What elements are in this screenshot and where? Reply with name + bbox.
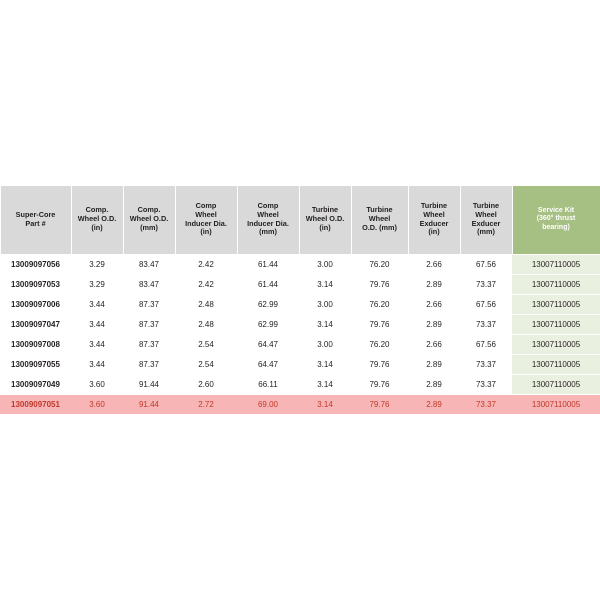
cell-service-kit: 13007110005: [512, 354, 600, 374]
cell-value: 73.37: [460, 314, 512, 334]
cell-value: 2.72: [175, 394, 237, 414]
cell-value: 67.56: [460, 334, 512, 354]
table-header: [0, 186, 600, 255]
column-header-line: bearing): [542, 223, 570, 231]
column-header-line: (mm): [259, 227, 277, 237]
cell-service-kit: 13007110005: [512, 394, 600, 414]
column-header-line: Comp: [257, 200, 279, 210]
cell-part-number: 13009097047: [0, 314, 71, 334]
cell-service-kit: 13007110005: [512, 334, 600, 354]
cell-value: 3.14: [299, 314, 351, 334]
column-header-line: Wheel: [257, 209, 279, 219]
column-header-1: [71, 186, 123, 255]
cell-value: 3.00: [299, 334, 351, 354]
cell-value: 91.44: [123, 374, 175, 394]
cell-value: 64.47: [237, 354, 299, 374]
cell-value: 2.48: [175, 314, 237, 334]
column-header-line: Turbine: [420, 200, 448, 210]
column-header-line: Inducer Dia.: [185, 218, 227, 228]
column-header-line: Wheel: [368, 214, 391, 224]
cell-value: 2.42: [175, 274, 237, 294]
cell-value: 2.66: [408, 294, 460, 314]
cell-value: 66.11: [237, 374, 299, 394]
cell-value: 2.54: [175, 334, 237, 354]
column-header-line: Wheel: [195, 209, 217, 219]
column-header-9: [512, 186, 600, 255]
cell-value: 2.89: [408, 314, 460, 334]
table-row: [0, 374, 600, 394]
column-header-line: O.D. (mm): [362, 222, 397, 232]
cell-value: 83.47: [123, 274, 175, 294]
table-row: [0, 394, 600, 414]
cell-value: 62.99: [237, 314, 299, 334]
cell-value: 3.00: [299, 294, 351, 314]
cell-value: 2.66: [408, 334, 460, 354]
column-header-line: Exducer: [419, 218, 449, 228]
cell-value: 73.37: [460, 274, 512, 294]
table-row: [0, 354, 600, 374]
cell-value: 67.56: [460, 254, 512, 274]
column-header-4: [237, 186, 299, 255]
cell-service-kit: 13007110005: [512, 314, 600, 334]
cell-value: 76.20: [351, 254, 408, 274]
column-header-line: (in): [319, 222, 331, 232]
cell-value: 2.89: [408, 354, 460, 374]
cell-service-kit: 13007110005: [512, 274, 600, 294]
cell-value: 3.14: [299, 274, 351, 294]
table-header-row: [0, 186, 600, 255]
column-header-2: [123, 186, 175, 255]
cell-value: 3.60: [71, 374, 123, 394]
column-header-line: Turbine: [366, 205, 393, 215]
cell-value: 2.89: [408, 374, 460, 394]
cell-value: 79.76: [351, 274, 408, 294]
cell-part-number: 13009097006: [0, 294, 71, 314]
column-header-line: (in): [428, 227, 440, 237]
column-header-line: Wheel: [475, 209, 497, 219]
cell-value: 73.37: [460, 394, 512, 414]
column-header-line: Service Kit: [537, 206, 575, 214]
cell-value: 73.37: [460, 374, 512, 394]
column-header-3: [175, 186, 237, 255]
table-row: [0, 314, 600, 334]
cell-value: 3.44: [71, 354, 123, 374]
cell-service-kit: 13007110005: [512, 374, 600, 394]
cell-value: 79.76: [351, 374, 408, 394]
cell-value: 3.14: [299, 394, 351, 414]
cell-value: 3.44: [71, 294, 123, 314]
cell-value: 3.00: [299, 254, 351, 274]
cell-value: 2.48: [175, 294, 237, 314]
cell-value: 73.37: [460, 354, 512, 374]
column-header-line: Inducer Dia.: [247, 218, 289, 228]
column-header-6: [351, 186, 408, 255]
column-header-line: Super-Core: [15, 209, 56, 219]
cell-value: 3.60: [71, 394, 123, 414]
column-header-5: [299, 186, 351, 255]
cell-value: 87.37: [123, 294, 175, 314]
cell-part-number: 13009097055: [0, 354, 71, 374]
column-header-line: Comp.: [137, 205, 161, 215]
column-header-line: (mm): [477, 227, 495, 237]
cell-value: 76.20: [351, 334, 408, 354]
table-row: [0, 334, 600, 354]
cell-value: 83.47: [123, 254, 175, 274]
cell-part-number: 13009097008: [0, 334, 71, 354]
column-header-line: Wheel: [423, 209, 445, 219]
cell-part-number: 13009097056: [0, 254, 71, 274]
column-header-line: Wheel O.D.: [77, 214, 117, 224]
cell-service-kit: 13007110005: [512, 294, 600, 314]
cell-value: 87.37: [123, 354, 175, 374]
cell-value: 2.54: [175, 354, 237, 374]
cell-value: 2.89: [408, 394, 460, 414]
column-header-line: Comp: [195, 200, 217, 210]
column-header-8: [460, 186, 512, 255]
column-header-0: [0, 186, 71, 255]
cell-part-number: 13009097049: [0, 374, 71, 394]
column-header-line: (in): [200, 227, 212, 237]
cell-value: 3.29: [71, 254, 123, 274]
cell-value: 2.66: [408, 254, 460, 274]
cell-value: 67.56: [460, 294, 512, 314]
cell-value: 3.44: [71, 314, 123, 334]
cell-value: 79.76: [351, 354, 408, 374]
cell-value: 91.44: [123, 394, 175, 414]
column-header-line: Part #: [25, 218, 46, 228]
cell-value: 3.44: [71, 334, 123, 354]
column-header-line: Comp.: [85, 205, 109, 215]
table-body: [0, 254, 600, 414]
spec-table: [0, 186, 600, 415]
cell-value: 79.76: [351, 314, 408, 334]
column-header-line: (mm): [140, 222, 158, 232]
cell-value: 2.60: [175, 374, 237, 394]
column-header-line: (in): [91, 222, 103, 232]
cell-value: 87.37: [123, 314, 175, 334]
column-header-7: [408, 186, 460, 255]
table-row: [0, 254, 600, 274]
cell-value: 69.00: [237, 394, 299, 414]
cell-part-number: 13009097051: [0, 394, 71, 414]
column-header-line: (360° thrust: [536, 215, 576, 223]
cell-value: 3.14: [299, 354, 351, 374]
column-header-line: Wheel O.D.: [129, 214, 169, 224]
cell-part-number: 13009097053: [0, 274, 71, 294]
cell-value: 3.14: [299, 374, 351, 394]
column-header-line: Turbine: [311, 205, 339, 215]
table-row: [0, 294, 600, 314]
column-header-line: Exducer: [471, 218, 501, 228]
cell-value: 3.29: [71, 274, 123, 294]
cell-value: 76.20: [351, 294, 408, 314]
cell-value: 2.42: [175, 254, 237, 274]
cell-value: 2.89: [408, 274, 460, 294]
cell-value: 62.99: [237, 294, 299, 314]
cell-value: 87.37: [123, 334, 175, 354]
cell-value: 61.44: [237, 274, 299, 294]
column-header-line: Turbine: [472, 200, 500, 210]
cell-value: 79.76: [351, 394, 408, 414]
column-header-line: Wheel O.D.: [305, 214, 345, 224]
cell-value: 61.44: [237, 254, 299, 274]
cell-value: 64.47: [237, 334, 299, 354]
cell-service-kit: 13007110005: [512, 254, 600, 274]
table-row: [0, 274, 600, 294]
